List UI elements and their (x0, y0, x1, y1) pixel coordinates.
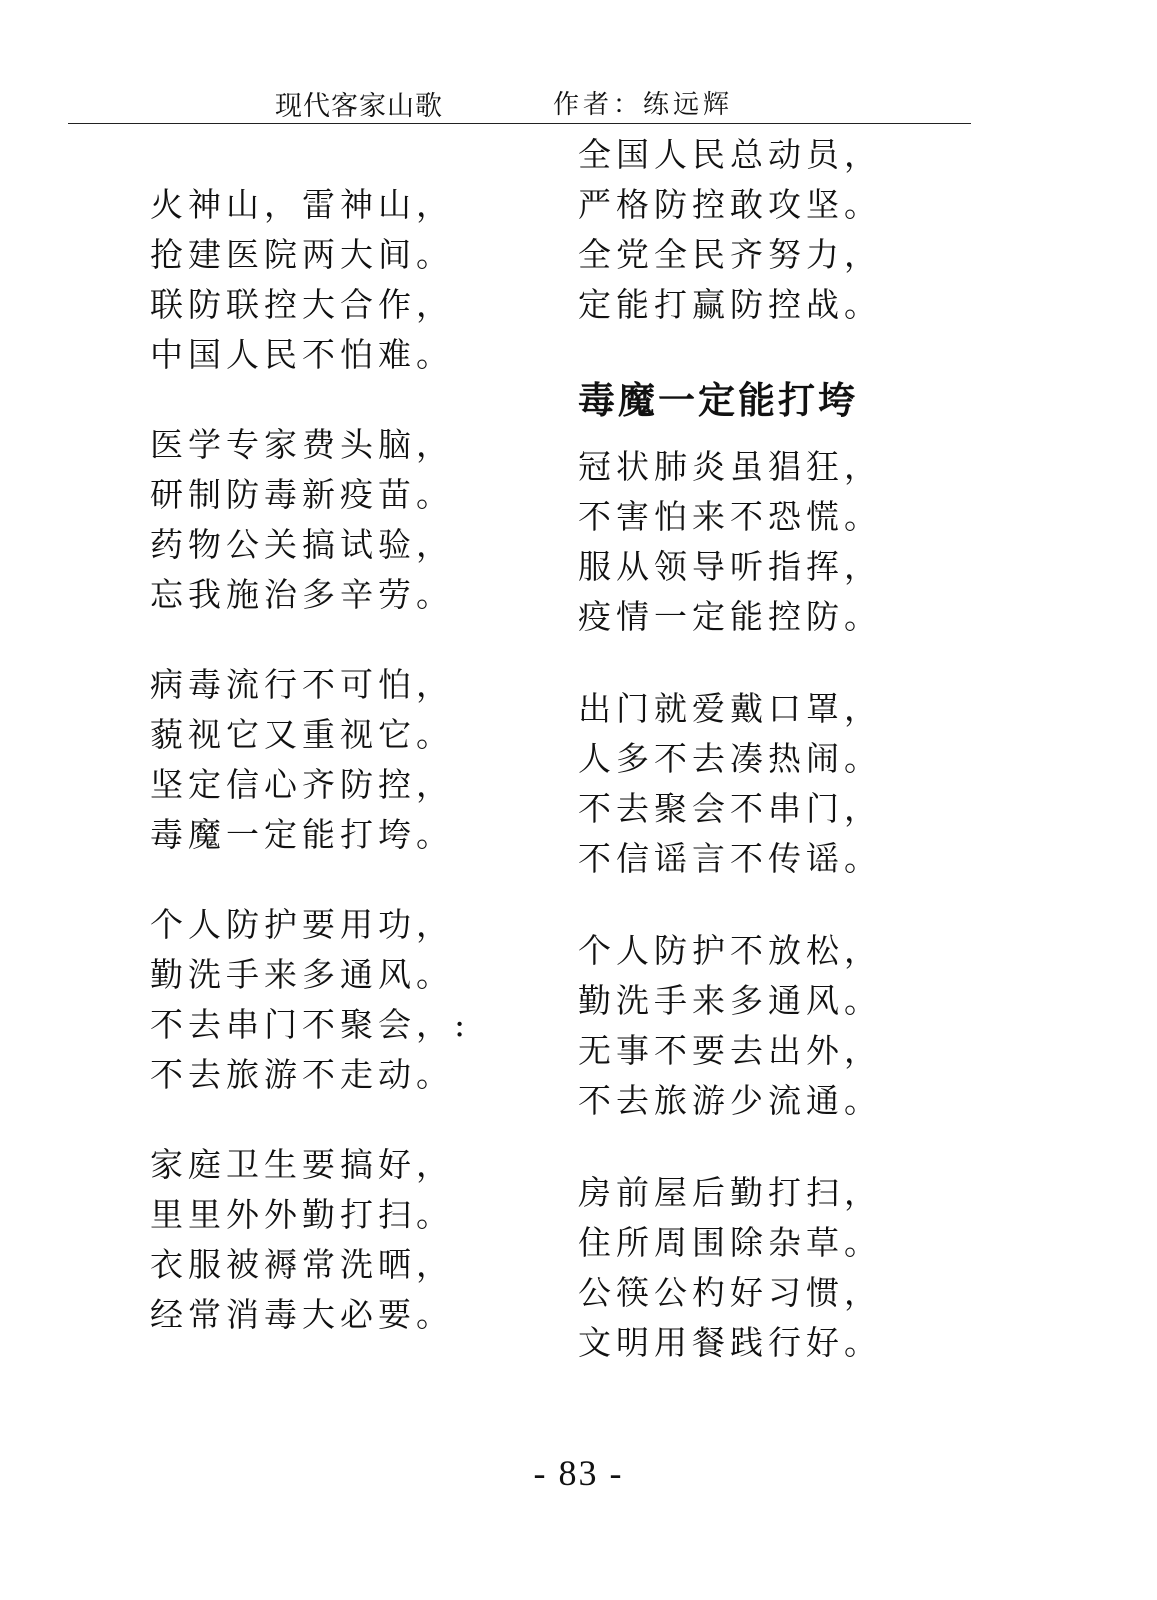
verse-line: 全国人民总动员， (578, 135, 882, 174)
verse-line: 个人防护要用功， (150, 905, 454, 944)
verse-line: 毒魔一定能打垮。 (150, 815, 454, 854)
verse-line: 住所周围除杂草。 (578, 1223, 882, 1262)
poem-title: 毒魔一定能打垮 (578, 379, 858, 422)
verse-line: 火神山，雷神山， (150, 185, 454, 224)
verse-line: 冠状肺炎虽猖狂， (578, 447, 882, 486)
verse-line: 定能打赢防控战。 (578, 285, 882, 324)
verse-line: 全党全民齐努力， (578, 235, 882, 274)
verse-line: 坚定信心齐防控， (150, 765, 454, 804)
verse-line: 房前屋后勤打扫， (578, 1173, 882, 1212)
stanza (578, 1168, 918, 1368)
verse-line: 中国人民不怕难。 (150, 335, 454, 374)
author-credit: 作者：练远辉 (553, 90, 734, 120)
stanza (150, 420, 490, 620)
stanza (578, 926, 918, 1126)
verse-line: 个人防护不放松， (578, 931, 882, 970)
verse-line: 公筷公杓好习惯， (578, 1273, 882, 1312)
verse-line: 严格防控敢攻坚。 (578, 185, 882, 224)
verse-line: 忘我施治多辛劳。 (150, 575, 454, 614)
verse-line: 经常消毒大必要。 (150, 1295, 454, 1334)
verse-line: 不去聚会不串门， (578, 789, 882, 828)
book-title: 现代客家山歌 (275, 91, 443, 122)
verse-line: 药物公关搞试验， (150, 525, 454, 564)
left-column (150, 180, 490, 1340)
verse-line: 里里外外勤打扫。 (150, 1195, 454, 1234)
stanza (150, 180, 490, 380)
verse-line: 联防联控大合作， (150, 285, 454, 324)
stanza (150, 1140, 490, 1340)
verse-line: 疫情一定能控防。 (578, 597, 882, 636)
stanza (578, 442, 918, 642)
stanza (578, 684, 918, 884)
verse-line: 文明用餐践行好。 (578, 1323, 882, 1362)
verse-line: 出门就爱戴口罩， (578, 689, 882, 728)
verse-line: 不去旅游少流通。 (578, 1081, 882, 1120)
verse-line: 无事不要去出外， (578, 1031, 882, 1070)
verse-line: 病毒流行不可怕， (150, 665, 454, 704)
verse-line: 服从领导听指挥， (578, 547, 882, 586)
stanza (578, 130, 918, 330)
stanza (150, 660, 490, 860)
verse-line: 不信谣言不传谣。 (578, 839, 882, 878)
stanza (150, 900, 490, 1100)
verse-line: 勤洗手来多通风。 (150, 955, 454, 994)
page-header (0, 84, 1157, 124)
verse-line: 不去旅游不走动。 (150, 1055, 454, 1094)
verse-line: 藐视它又重视它。 (150, 715, 454, 754)
verse-line: 医学专家费头脑， (150, 425, 454, 464)
verse-line: 人多不去凑热闹。 (578, 739, 882, 778)
verse-line: 勤洗手来多通风。 (578, 981, 882, 1020)
right-column (578, 130, 918, 1368)
page-number: - 83 - (533, 1453, 624, 1493)
verse-line: 研制防毒新疫苗。 (150, 475, 454, 514)
header-divider (68, 123, 971, 124)
verse-line: 衣服被褥常洗晒， (150, 1245, 454, 1284)
verse-line: 抢建医院两大间。 (150, 235, 454, 274)
verse-line: 不害怕来不恐慌。 (578, 497, 882, 536)
verse-line: 家庭卫生要搞好， (150, 1145, 454, 1184)
verse-line: 不去串门不聚会，: (150, 1005, 471, 1044)
